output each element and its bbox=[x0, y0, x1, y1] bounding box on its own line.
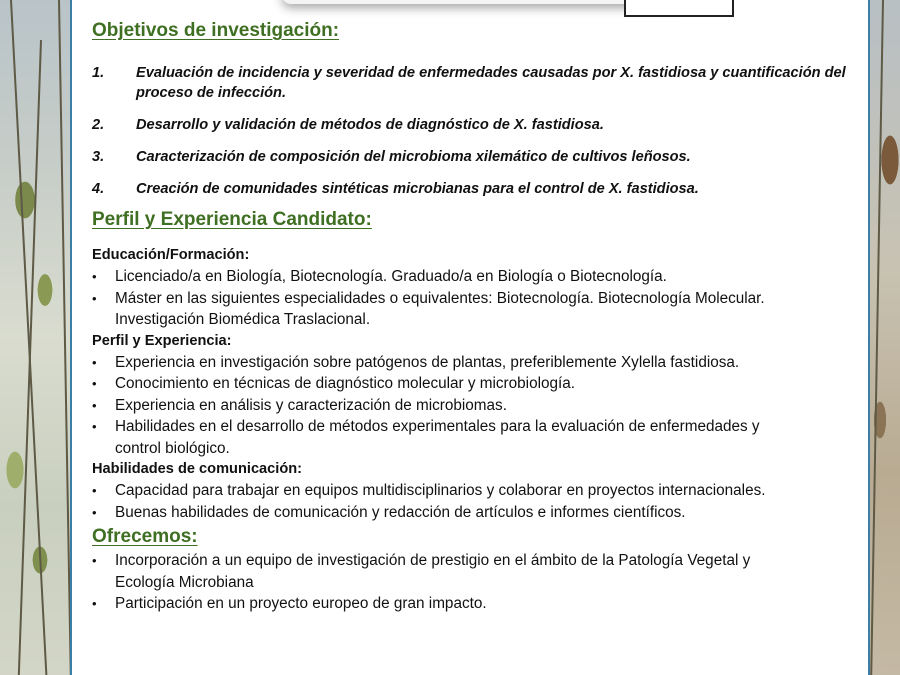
document-content bbox=[92, 20, 852, 615]
education-list bbox=[92, 266, 852, 331]
list-item-text: Habilidades en el desarrollo de métodos experimentales para la evaluación de enfermedades y control biológico. bbox=[115, 418, 760, 457]
list-item bbox=[92, 416, 852, 459]
header-logo-box bbox=[624, 0, 734, 17]
objective-number: 4. bbox=[92, 181, 105, 197]
bullet-icon: • bbox=[92, 290, 97, 306]
list-item bbox=[92, 395, 852, 417]
offer-heading: Ofrecemos: bbox=[92, 526, 198, 547]
list-item-text: Capacidad para trabajar en equipos multidisciplinarios y colaborar en proyectos internacionales. bbox=[115, 482, 766, 499]
bullet-icon: • bbox=[92, 376, 97, 391]
list-item-text: Licenciado/a en Biología, Biotecnología. Graduado/a en Biología o Biotecnología. bbox=[115, 268, 667, 285]
list-item-text: Conocimiento en técnicas de diagnóstico molecular y microbiología. bbox=[115, 375, 575, 392]
list-item bbox=[92, 266, 852, 288]
bullet-icon: • bbox=[92, 397, 97, 413]
list-item bbox=[92, 352, 852, 374]
experience-list bbox=[92, 352, 852, 460]
profile-section bbox=[92, 209, 852, 523]
objective-text: Creación de comunidades sintéticas microbianas para el control de X. fastidiosa. bbox=[136, 181, 699, 197]
list-item-text: Buenas habilidades de comunicación y redacción de artículos e informes científicos. bbox=[115, 503, 686, 521]
objective-item bbox=[92, 147, 852, 167]
list-item bbox=[92, 480, 852, 502]
offer-section bbox=[92, 526, 852, 615]
list-item-text: Participación en un proyecto europeo de gran impacto. bbox=[115, 595, 487, 612]
objectives-heading: Objetivos de investigación: bbox=[92, 20, 340, 41]
education-title: Educación/Formación: bbox=[92, 247, 250, 263]
objective-number: 2. bbox=[92, 117, 105, 133]
list-item bbox=[92, 288, 852, 331]
experience-title: Perfil y Experiencia: bbox=[92, 332, 232, 349]
list-item bbox=[92, 593, 852, 615]
bullet-icon: • bbox=[92, 483, 97, 498]
objective-text: Desarrollo y validación de métodos de diagnóstico de X. fastidiosa. bbox=[136, 117, 604, 133]
profile-heading: Perfil y Experiencia Candidato: bbox=[92, 209, 372, 230]
bullet-icon: • bbox=[92, 504, 97, 520]
objective-text: Evaluación de incidencia y severidad de enfermedades causadas por X. fastidiosa y cuantificación del proceso de infección. bbox=[136, 65, 846, 101]
document-page bbox=[70, 0, 870, 675]
objective-item bbox=[92, 63, 852, 103]
left-photo-strip bbox=[0, 0, 70, 675]
offer-list bbox=[92, 550, 852, 615]
bullet-icon: • bbox=[92, 269, 97, 284]
bullet-icon: • bbox=[92, 354, 97, 370]
right-photo-strip bbox=[870, 0, 900, 675]
bullet-icon: • bbox=[92, 419, 97, 434]
list-item bbox=[92, 373, 852, 395]
objective-number: 1. bbox=[92, 65, 105, 81]
objective-item bbox=[92, 115, 852, 135]
list-item-text: Incorporación a un equipo de investigación de prestigio en el ámbito de la Patología Vegetal y Ecología Microbiana bbox=[115, 552, 751, 591]
objective-item bbox=[92, 179, 852, 199]
bullet-icon: • bbox=[92, 553, 97, 568]
objectives-section bbox=[92, 20, 852, 199]
header-banner-edge bbox=[282, 0, 682, 4]
list-item-text: Experiencia en análisis y caracterización de microbiomas. bbox=[115, 396, 507, 414]
objective-text: Caracterización de composición del microbioma xilemático de cultivos leñosos. bbox=[136, 149, 691, 165]
objectives-list bbox=[92, 63, 852, 199]
communication-title: Habilidades de comunicación: bbox=[92, 461, 303, 477]
list-item bbox=[92, 502, 852, 524]
list-item-text: Experiencia en investigación sobre patógenos de plantas, preferiblemente Xylella fastidiosa. bbox=[115, 353, 740, 371]
objective-number: 3. bbox=[92, 149, 105, 165]
bullet-icon: • bbox=[92, 596, 97, 611]
communication-list bbox=[92, 480, 852, 523]
list-item-text: Máster en las siguientes especialidades o equivalentes: Biotecnología. Biotecnología Molecular. Investigación Biomédica Traslacional. bbox=[115, 289, 765, 328]
list-item bbox=[92, 550, 852, 593]
